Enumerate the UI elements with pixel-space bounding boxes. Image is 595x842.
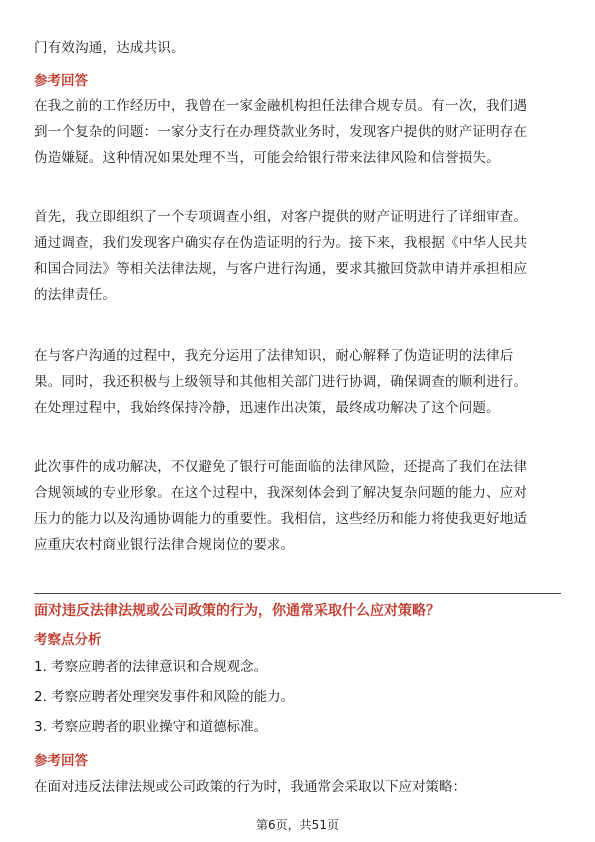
- text-line: 此次事件的成功解决，不仅避免了银行可能面临的法律风险，还提高了我们在法律: [34, 459, 528, 475]
- text-line: 压力的能力以及沟通协调能力的重要性。我相信，这些经历和能力将使我更好地适: [34, 511, 528, 527]
- analysis-item: 3. 考察应聘者的职业操守和道德标准。: [34, 719, 268, 735]
- question-title: 面对违反法律法规或公司政策的行为，你通常采取什么应对策略？: [34, 603, 440, 619]
- page-number: 第6页，共51页: [256, 818, 339, 832]
- text-line: 的法律责任。: [34, 287, 117, 303]
- section-divider: [34, 593, 561, 594]
- analysis-item: 1. 考察应聘者的法律意识和合规观念。: [34, 659, 268, 675]
- text-line: 和国合同法》等相关法律法规，与客户进行沟通，要求其撤回贷款申请并承担相应: [34, 261, 528, 277]
- text-line: 合规领域的专业形象。在这个过程中，我深刻体会到了解决复杂问题的能力、应对: [34, 485, 528, 501]
- answer-paragraph-2: [34, 204, 561, 308]
- continued-text: 门有效沟通，达成共识。: [34, 40, 185, 56]
- reference-answer-label: 参考回答: [34, 753, 88, 769]
- text-line: 果。同时，我还积极与上级领导和其他相关部门进行协调，确保调查的顺利进行。: [34, 374, 528, 390]
- text-line: 应重庆农村商业银行法律合规岗位的要求。: [34, 537, 295, 553]
- text-line: 伪造嫌疑。这种情况如果处理不当，可能会给银行带来法律风险和信誉损失。: [34, 150, 500, 166]
- analysis-label: 考察点分析: [34, 632, 102, 648]
- text-line: 到一个复杂的问题：一家分支行在办理贷款业务时，发现客户提供的财产证明存在: [34, 124, 528, 140]
- text-line: 在我之前的工作经历中，我曾在一家金融机构担任法律合规专员。有一次，我们遇: [34, 98, 528, 114]
- text-line: 首先，我立即组织了一个专项调查小组，对客户提供的财产证明进行了详细审查。: [34, 209, 528, 225]
- answer-paragraph-3: [34, 343, 561, 421]
- reference-answer-label: 参考回答: [34, 73, 88, 89]
- text-line: 在与客户沟通的过程中，我充分运用了法律知识，耐心解释了伪造证明的法律后: [34, 348, 514, 364]
- answer-text: 在面对违反法律法规或公司政策的行为时，我通常会采取以下应对策略：: [34, 779, 466, 795]
- answer-paragraph-4: [34, 454, 561, 558]
- analysis-item: 2. 考察应聘者处理突发事件和风险的能力。: [34, 689, 295, 705]
- text-line: 通过调查，我们发现客户确实存在伪造证明的行为。接下来，我根据《中华人民共: [34, 235, 528, 251]
- answer-paragraph-1: [34, 93, 561, 171]
- text-line: 在处理过程中，我始终保持冷静，迅速作出决策，最终成功解决了这个问题。: [34, 400, 500, 416]
